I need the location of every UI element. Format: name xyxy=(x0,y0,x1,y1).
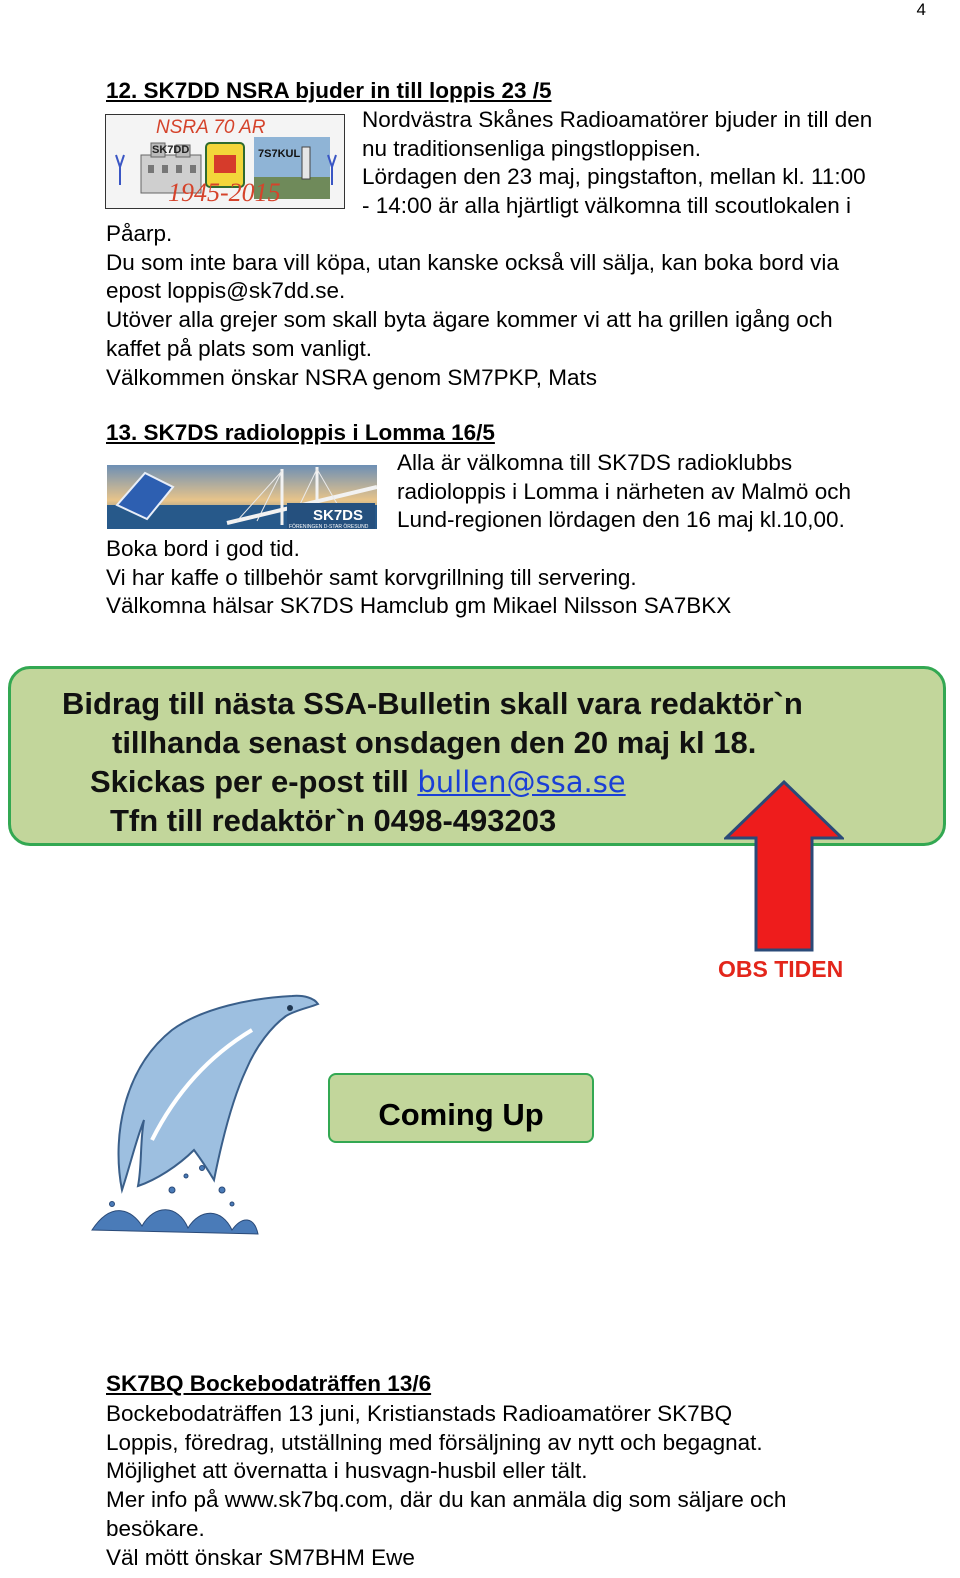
logo-call: SK7DS xyxy=(313,507,364,524)
text-line: Bockebodaträffen 13 juni, Kristianstads Radioamatörer SK7BQ xyxy=(106,1401,733,1426)
text-line: Lund-regionen lördagen den 16 maj kl.10,00. xyxy=(397,507,845,533)
notice-email-prefix: Skickas per e-post till xyxy=(90,764,418,799)
section-13-heading: 13. SK7DS radioloppis i Lomma 16/5 xyxy=(106,420,495,445)
sk7ds-logo xyxy=(107,465,377,529)
text-line: Möjlighet att övernatta i husvagn-husbil eller tält. xyxy=(106,1458,588,1484)
text-line: Påarp. xyxy=(106,221,173,246)
text-line: besökare. xyxy=(106,1515,205,1541)
section-12-heading: 12. SK7DD NSRA bjuder in till loppis 23 /5 xyxy=(106,78,552,103)
logo-right-call: 7S7KUL xyxy=(258,148,301,160)
sk7bq-body xyxy=(106,1400,786,1572)
text-line: Välkomna hälsar SK7DS Hamclub gm Mikael Nilsson SA7BKX xyxy=(106,593,732,619)
text-line: Du som inte bara vill köpa, utan kanske också vill sälja, kan boka bord via xyxy=(106,249,839,275)
text-line: Lördagen den 23 maj, pingstafton, mellan kl. 11:00 xyxy=(362,164,866,190)
notice-line-2: tillhanda senast onsdagen den 20 maj kl 18. xyxy=(112,725,757,760)
text-line: Väl mött önskar SM7BHM Ewe xyxy=(106,1544,415,1570)
up-arrow-icon xyxy=(724,780,844,954)
page-number: 4 xyxy=(916,0,926,19)
text-line: Mer info på www.sk7bq.com, där du kan anmäla dig som säljare och xyxy=(106,1487,787,1513)
text-line: Alla är välkomna till SK7DS radioklubbs xyxy=(397,450,793,475)
notice-line-1: Bidrag till nästa SSA-Bulletin skall vara redaktör`n xyxy=(62,686,803,721)
sk7bq-heading: SK7BQ Bockebodaträffen 13/6 xyxy=(106,1371,432,1396)
text-line: Nordvästra Skånes Radioamatörer bjuder in till den xyxy=(362,107,873,132)
logo-sub: FÖRENINGEN D-STAR ÖRESUND xyxy=(289,524,369,529)
section-13-body xyxy=(106,535,731,621)
notice-line-3 xyxy=(90,764,626,800)
section-12-intro xyxy=(362,106,872,221)
text-line: kaffet på plats som vanligt. xyxy=(106,335,372,361)
logo-left-call: SK7DD xyxy=(152,144,190,156)
dolphin-illustration xyxy=(82,990,330,1240)
nsra-logo xyxy=(105,114,345,209)
notice-line-4: Tfn till redaktör`n 0498-493203 xyxy=(110,803,557,838)
text-line: radioloppis i Lomma i närheten av Malmö och xyxy=(397,478,851,504)
text-line: Vi har kaffe o tillbehör samt korvgrillning till servering. xyxy=(106,564,637,590)
text-line: epost loppis@sk7dd.se. xyxy=(106,278,346,304)
section-13-intro xyxy=(397,449,851,535)
logo-top-text: NSRA 70 AR xyxy=(156,117,266,138)
editor-email-link[interactable]: bullen@ssa.se xyxy=(417,765,626,799)
section-12-body xyxy=(106,220,839,392)
text-line: - 14:00 är alla hjärtligt välkomna till scoutlokalen i xyxy=(362,193,851,219)
text-line: nu traditionsenliga pingstloppisen. xyxy=(362,135,701,161)
text-line: Utöver alla grejer som skall byta ägare kommer vi att ha grillen igång och xyxy=(106,307,833,333)
text-line: Välkommen önskar NSRA genom SM7PKP, Mats xyxy=(106,364,598,390)
text-line: Loppis, föredrag, utställning med försäljning av nytt och begagnat. xyxy=(106,1429,763,1455)
text-line: Boka bord i god tid. xyxy=(106,536,300,561)
coming-up-banner: Coming Up xyxy=(328,1073,594,1143)
obs-tiden-label: OBS TIDEN xyxy=(718,956,844,982)
logo-years: 1945-2015 xyxy=(168,178,281,207)
